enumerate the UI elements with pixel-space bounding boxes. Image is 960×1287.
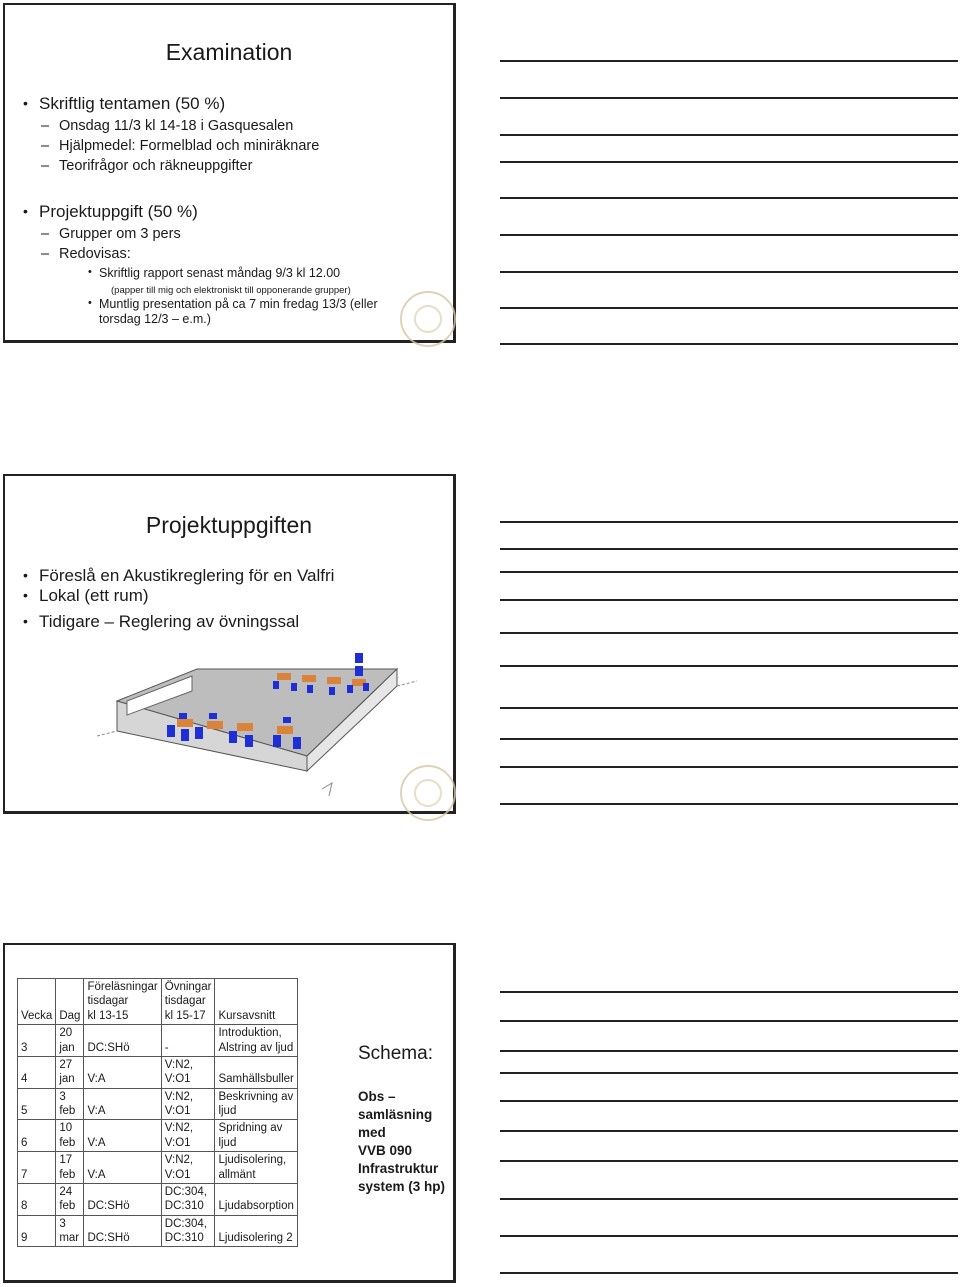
cell-forelasning: V:A [84, 1056, 161, 1088]
bullet-tentamen: • Skriftlig tentamen (50 %) [39, 94, 225, 114]
header-ovningar: Övningar tisdagar kl 15-17 [161, 979, 215, 1025]
room-model-illustration [97, 651, 427, 801]
cell-dag: 27 jan [56, 1056, 84, 1088]
sub-bullet: – Redovisas: [59, 246, 131, 262]
cell-ovning: DC:304, DC:310 [161, 1183, 215, 1215]
sub-bullet: – Onsdag 11/3 kl 14-18 i Gasquesalen [59, 118, 293, 134]
header-vecka: Vecka [18, 979, 56, 1025]
table-row [18, 1025, 298, 1057]
cell-forelasning: DC:SHö [84, 1215, 161, 1247]
slide-schema [3, 943, 456, 1283]
table-row [18, 1056, 298, 1088]
cell-vecka: 6 [18, 1120, 56, 1152]
cell-kursavsnitt: Ljudisolering 2 [215, 1215, 297, 1247]
note-text: (papper till mig och elektroniskt till opponerande grupper) [111, 285, 351, 296]
cell-vecka: 4 [18, 1056, 56, 1088]
cell-ovning: V:N2, V:O1 [161, 1088, 215, 1120]
cell-ovning: V:N2, V:O1 [161, 1120, 215, 1152]
table-header-row [18, 979, 298, 1025]
cell-dag: 3 feb [56, 1088, 84, 1120]
sub-bullet: – Grupper om 3 pers [59, 226, 181, 242]
schema-note: Obs – samläsning med VVB 090 Infrastruktur system (3 hp) [358, 1089, 446, 1194]
cell-forelasning: V:A [84, 1088, 161, 1120]
cell-dag: 20 jan [56, 1025, 84, 1057]
bullet-projektuppgift: • Projektuppgift (50 %) [39, 202, 198, 222]
cell-ovning: - [161, 1025, 215, 1057]
cell-forelasning: V:A [84, 1152, 161, 1184]
cell-kursavsnitt: Ljudabsorption [215, 1183, 297, 1215]
table-row [18, 1088, 298, 1120]
cell-dag: 17 feb [56, 1152, 84, 1184]
header-forelasningar: Föreläsningar tisdagar kl 13-15 [84, 979, 161, 1025]
sub-bullet: – Hjälpmedel: Formelblad och miniräknare [59, 138, 319, 154]
schema-title: Schema: [358, 1043, 433, 1064]
sub-sub-bullet: • Muntlig presentation på ca 7 min fredag 13/3 (eller [99, 297, 378, 311]
university-seal-icon [400, 765, 456, 821]
slide-projektuppgiften [3, 474, 456, 814]
schedule-table [17, 978, 298, 1247]
cell-vecka: 8 [18, 1183, 56, 1215]
cell-kursavsnitt: Beskrivning av ljud [215, 1088, 297, 1120]
sub-sub-bullet: • Skriftlig rapport senast måndag 9/3 kl 12.00 [99, 266, 340, 280]
cell-kursavsnitt: Ljudisolering, allmänt [215, 1152, 297, 1184]
cell-kursavsnitt: Spridning av ljud [215, 1120, 297, 1152]
slide-title: Projektuppgiften [145, 512, 313, 538]
cell-forelasning: DC:SHö [84, 1183, 161, 1215]
cell-vecka: 3 [18, 1025, 56, 1057]
cell-dag: 3 mar [56, 1215, 84, 1247]
sub-bullet: – Teorifrågor och räkneuppgifter [59, 158, 252, 174]
cell-dag: 10 feb [56, 1120, 84, 1152]
cell-vecka: 5 [18, 1088, 56, 1120]
header-dag: Dag [56, 979, 84, 1025]
cell-ovning: DC:304, DC:310 [161, 1215, 215, 1247]
table-row [18, 1215, 298, 1247]
header-kursavsnitt: Kursavsnitt [215, 979, 297, 1025]
table-row [18, 1152, 298, 1184]
cell-vecka: 7 [18, 1152, 56, 1184]
table-row [18, 1183, 298, 1215]
continuation-text: torsdag 12/3 – e.m.) [99, 312, 211, 326]
slide-title: Examination [165, 39, 293, 65]
cell-kursavsnitt: Introduktion, Alstring av ljud [215, 1025, 297, 1057]
table-row [18, 1120, 298, 1152]
cell-vecka: 9 [18, 1215, 56, 1247]
bullet-akustik: • Föreslå en Akustikreglering för en Valfri [39, 566, 334, 586]
bullet-akustik-cont: • Lokal (ett rum) [39, 586, 149, 606]
slide-examination [3, 3, 456, 343]
cell-forelasning: DC:SHö [84, 1025, 161, 1057]
cell-dag: 24 feb [56, 1183, 84, 1215]
cell-forelasning: V:A [84, 1120, 161, 1152]
cell-ovning: V:N2, V:O1 [161, 1056, 215, 1088]
cell-ovning: V:N2, V:O1 [161, 1152, 215, 1184]
bullet-tidigare: • Tidigare – Reglering av övningssal [39, 612, 299, 632]
cell-kursavsnitt: Samhällsbuller [215, 1056, 297, 1088]
university-seal-icon [400, 291, 456, 347]
